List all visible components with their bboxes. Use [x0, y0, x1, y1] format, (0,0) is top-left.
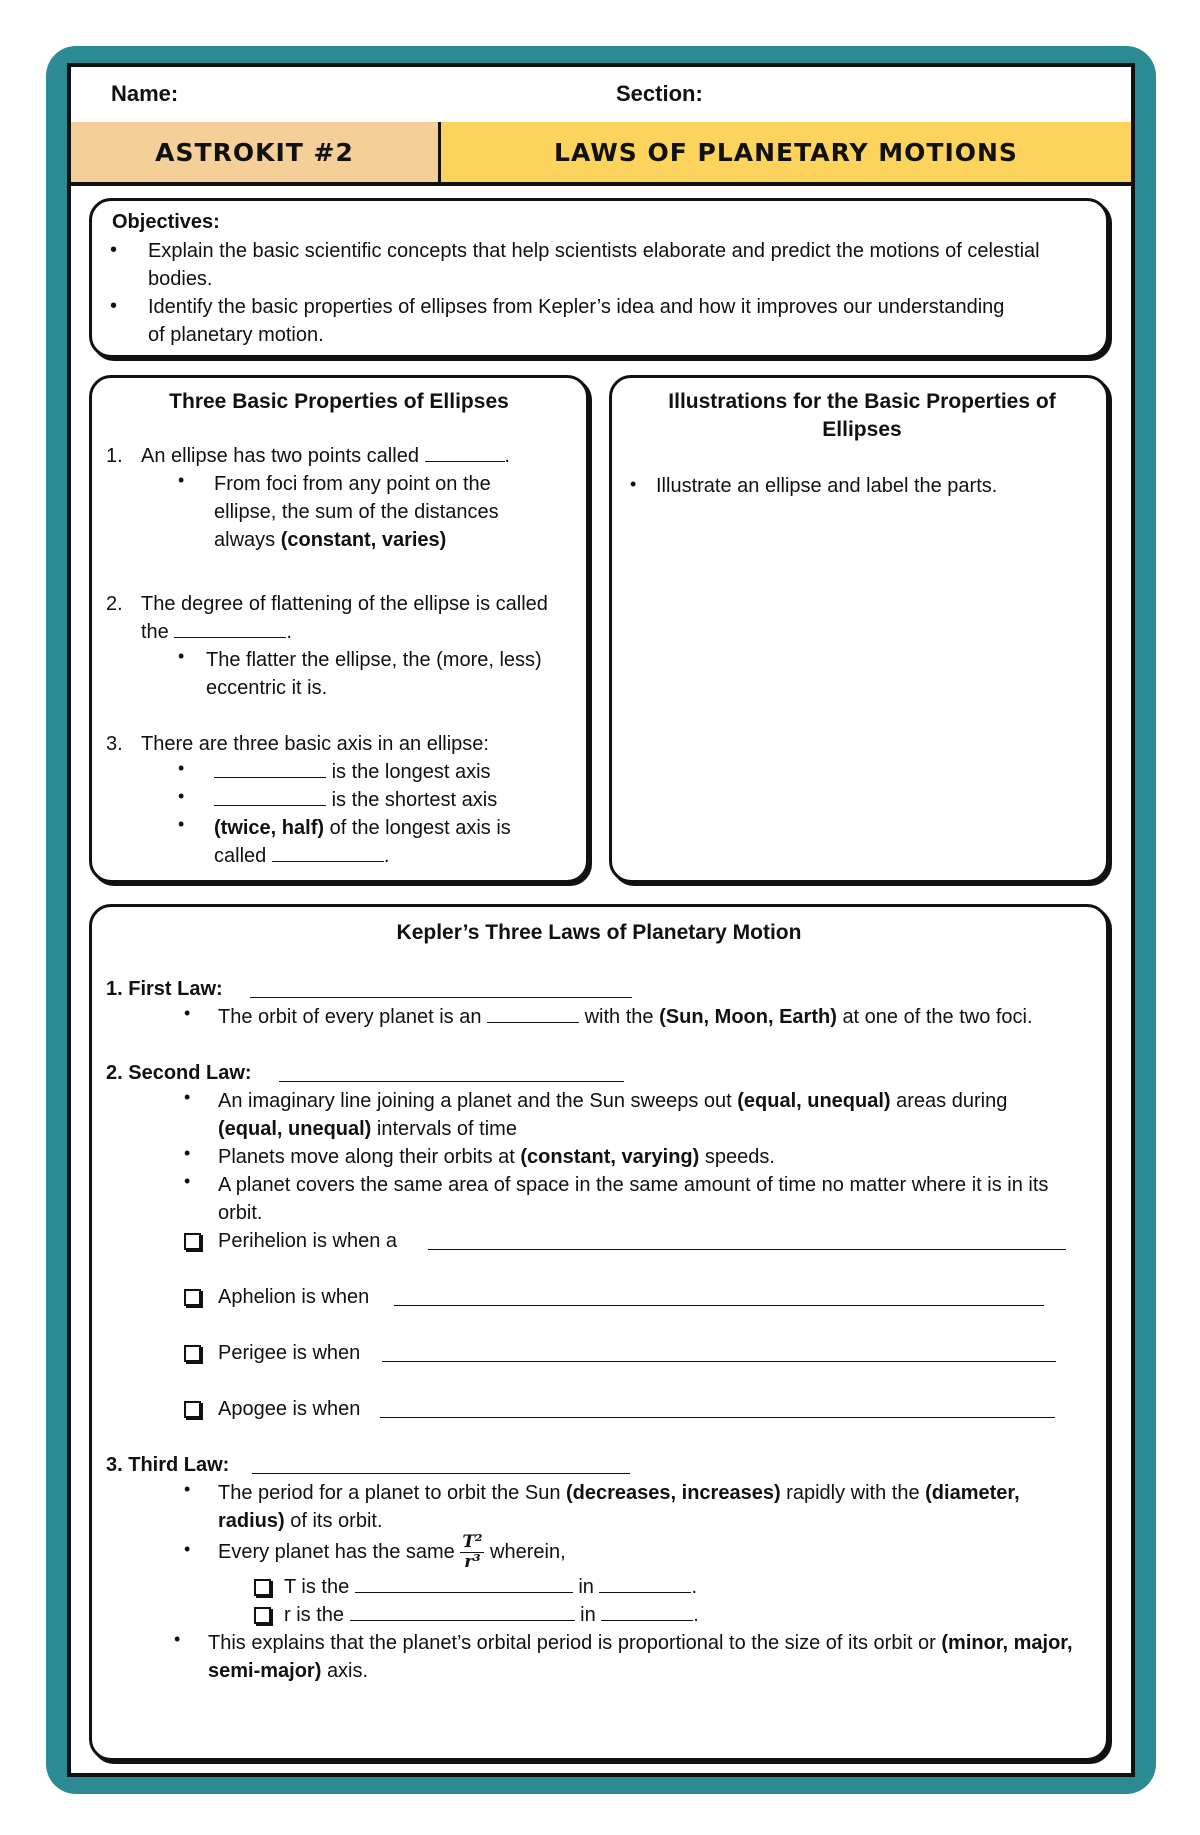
item-number: 2. — [106, 593, 123, 615]
second-law-bullet-3: A planet covers the same area of space in the same amount of time no matter where it is in its orbit. — [218, 1174, 1049, 1224]
perihelion-blank[interactable] — [428, 1249, 1066, 1250]
third-law-blank[interactable] — [252, 1473, 630, 1474]
kepler-title: Kepler’s Three Laws of Planetary Motion — [396, 921, 802, 944]
ellipse-properties-title: Three Basic Properties of Ellipses — [169, 390, 509, 413]
objectives-title: Objectives: — [112, 211, 220, 233]
bullet-icon: • — [110, 295, 118, 317]
third-law-bullet-2: Every planet has the same $\frac{\text{T²}}{\text{r³}}$ wherein, — [218, 1532, 566, 1573]
bullet-icon: • — [178, 646, 185, 666]
kepler-laws-box — [89, 904, 1109, 1761]
name-label: Name: — [111, 81, 179, 106]
kit-title: ASTROKIT #2 — [155, 137, 354, 167]
objective-item: Explain the basic scientific concepts that help scientists elaborate and predict the motions of celestial bodies. — [148, 240, 1040, 290]
minor-axis-blank[interactable] — [214, 787, 326, 806]
bullet-icon: • — [184, 1539, 191, 1559]
orbit-shape-blank[interactable] — [487, 1004, 579, 1023]
name-section-row — [71, 67, 1131, 125]
apogee-blank[interactable] — [380, 1417, 1055, 1418]
bullet-icon: • — [178, 814, 185, 834]
radius-unit-blank[interactable] — [601, 1602, 693, 1621]
bullet-icon: • — [184, 1003, 191, 1023]
checkbox-icon[interactable] — [184, 1401, 201, 1419]
bullet-icon: • — [184, 1143, 191, 1163]
perigee-label: Perigee is when — [218, 1342, 361, 1364]
third-law-label: 3. Third Law: — [106, 1454, 230, 1476]
period-definition: T is the in . — [284, 1576, 698, 1598]
ellipse-item-1-sub: From foci from any point on the ellipse, the sum of the distances always (constant, varies) — [214, 473, 499, 551]
ellipse-item-3: There are three basic axis in an ellipse: — [141, 733, 489, 755]
objective-item: Identify the basic properties of ellipses from Kepler’s idea and how it improves our understanding of planetary motion. — [148, 296, 1005, 346]
checkbox-icon[interactable] — [184, 1345, 201, 1363]
first-law-text: The orbit of every planet is an with the (Sun, Moon, Earth) at one of the two foci. — [218, 1006, 1033, 1028]
major-axis-blank[interactable] — [214, 759, 326, 778]
t-squared-over-r-cubed: $\frac{\text{T²}}{\text{r³}}$ — [462, 1532, 483, 1573]
second-law-bullet-2: Planets move along their orbits at (constant, varying) speeds. — [218, 1146, 775, 1168]
aphelion-blank[interactable] — [394, 1305, 1044, 1306]
topic-title: LAWS OF PLANETARY MOTIONS — [554, 137, 1018, 167]
first-law-blank[interactable] — [250, 997, 632, 998]
foci-blank[interactable] — [425, 443, 505, 462]
perigee-blank[interactable] — [382, 1361, 1056, 1362]
bullet-icon: • — [184, 1479, 191, 1499]
bullet-icon: • — [178, 470, 185, 490]
ellipse-item-2-sub: The flatter the ellipse, the (more, less) eccentric it is. — [206, 649, 542, 699]
bullet-icon: • — [178, 786, 185, 806]
aphelion-label: Aphelion is when — [218, 1286, 370, 1308]
illustration-instruction: Illustrate an ellipse and label the parts. — [656, 475, 998, 497]
second-law-label: 2. Second Law: — [106, 1062, 252, 1084]
kit-title-cell — [71, 122, 441, 182]
bullet-icon: • — [630, 474, 637, 494]
ellipse-item-1: An ellipse has two points called . — [141, 445, 511, 467]
bullet-icon: • — [110, 239, 118, 261]
objectives-box — [89, 198, 1109, 358]
radius-blank[interactable] — [350, 1602, 575, 1621]
period-unit-blank[interactable] — [599, 1574, 691, 1593]
checkbox-icon[interactable] — [184, 1289, 201, 1307]
checkbox-icon[interactable] — [254, 1607, 271, 1625]
section-label: Section: — [616, 81, 703, 106]
third-law-bullet-3: This explains that the planet’s orbital period is proportional to the size of its orbit or (minor, major, semi-major) axis. — [208, 1632, 1073, 1682]
period-blank[interactable] — [355, 1574, 573, 1593]
bullet-icon: • — [174, 1629, 181, 1649]
worksheet — [67, 63, 1135, 1777]
semi-major-axis-blank[interactable] — [272, 843, 384, 862]
ellipse-item-3-sub-2: is the shortest axis — [214, 786, 497, 814]
topic-title-cell — [441, 122, 1131, 182]
ellipse-item-2: The degree of flattening of the ellipse is called the . — [141, 593, 548, 643]
illustration-title: Illustrations for the Basic Properties of Ellipses — [668, 390, 1056, 441]
bullet-icon: • — [178, 758, 185, 778]
second-law-bullet-1: An imaginary line joining a planet and the Sun sweeps out (equal, unequal) areas during (equal, unequal) intervals of time — [218, 1090, 1008, 1140]
third-law-bullet-1: The period for a planet to orbit the Sun (decreases, increases) rapidly with the (diameter, radius) of its orbit. — [218, 1482, 1020, 1532]
first-law-label: 1. First Law: — [106, 978, 223, 1000]
drawing-area[interactable] — [632, 518, 1087, 868]
perihelion-label: Perihelion is when a — [218, 1230, 397, 1252]
checkbox-icon[interactable] — [184, 1233, 201, 1251]
ellipse-item-3-sub-3: (twice, half) of the longest axis is called . — [214, 817, 511, 867]
radius-definition: r is the in . — [284, 1604, 699, 1626]
item-number: 1. — [106, 445, 123, 467]
eccentricity-blank[interactable] — [174, 619, 286, 638]
illustration-box — [609, 375, 1109, 883]
ellipse-item-3-sub-1: is the longest axis — [214, 758, 491, 786]
second-law-blank[interactable] — [279, 1081, 624, 1082]
ellipse-properties-box — [89, 375, 589, 883]
title-row — [71, 122, 1131, 186]
item-number: 3. — [106, 733, 123, 755]
bullet-icon: • — [184, 1087, 191, 1107]
bullet-icon: • — [184, 1171, 191, 1191]
checkbox-icon[interactable] — [254, 1579, 271, 1597]
apogee-label: Apogee is when — [218, 1398, 361, 1420]
